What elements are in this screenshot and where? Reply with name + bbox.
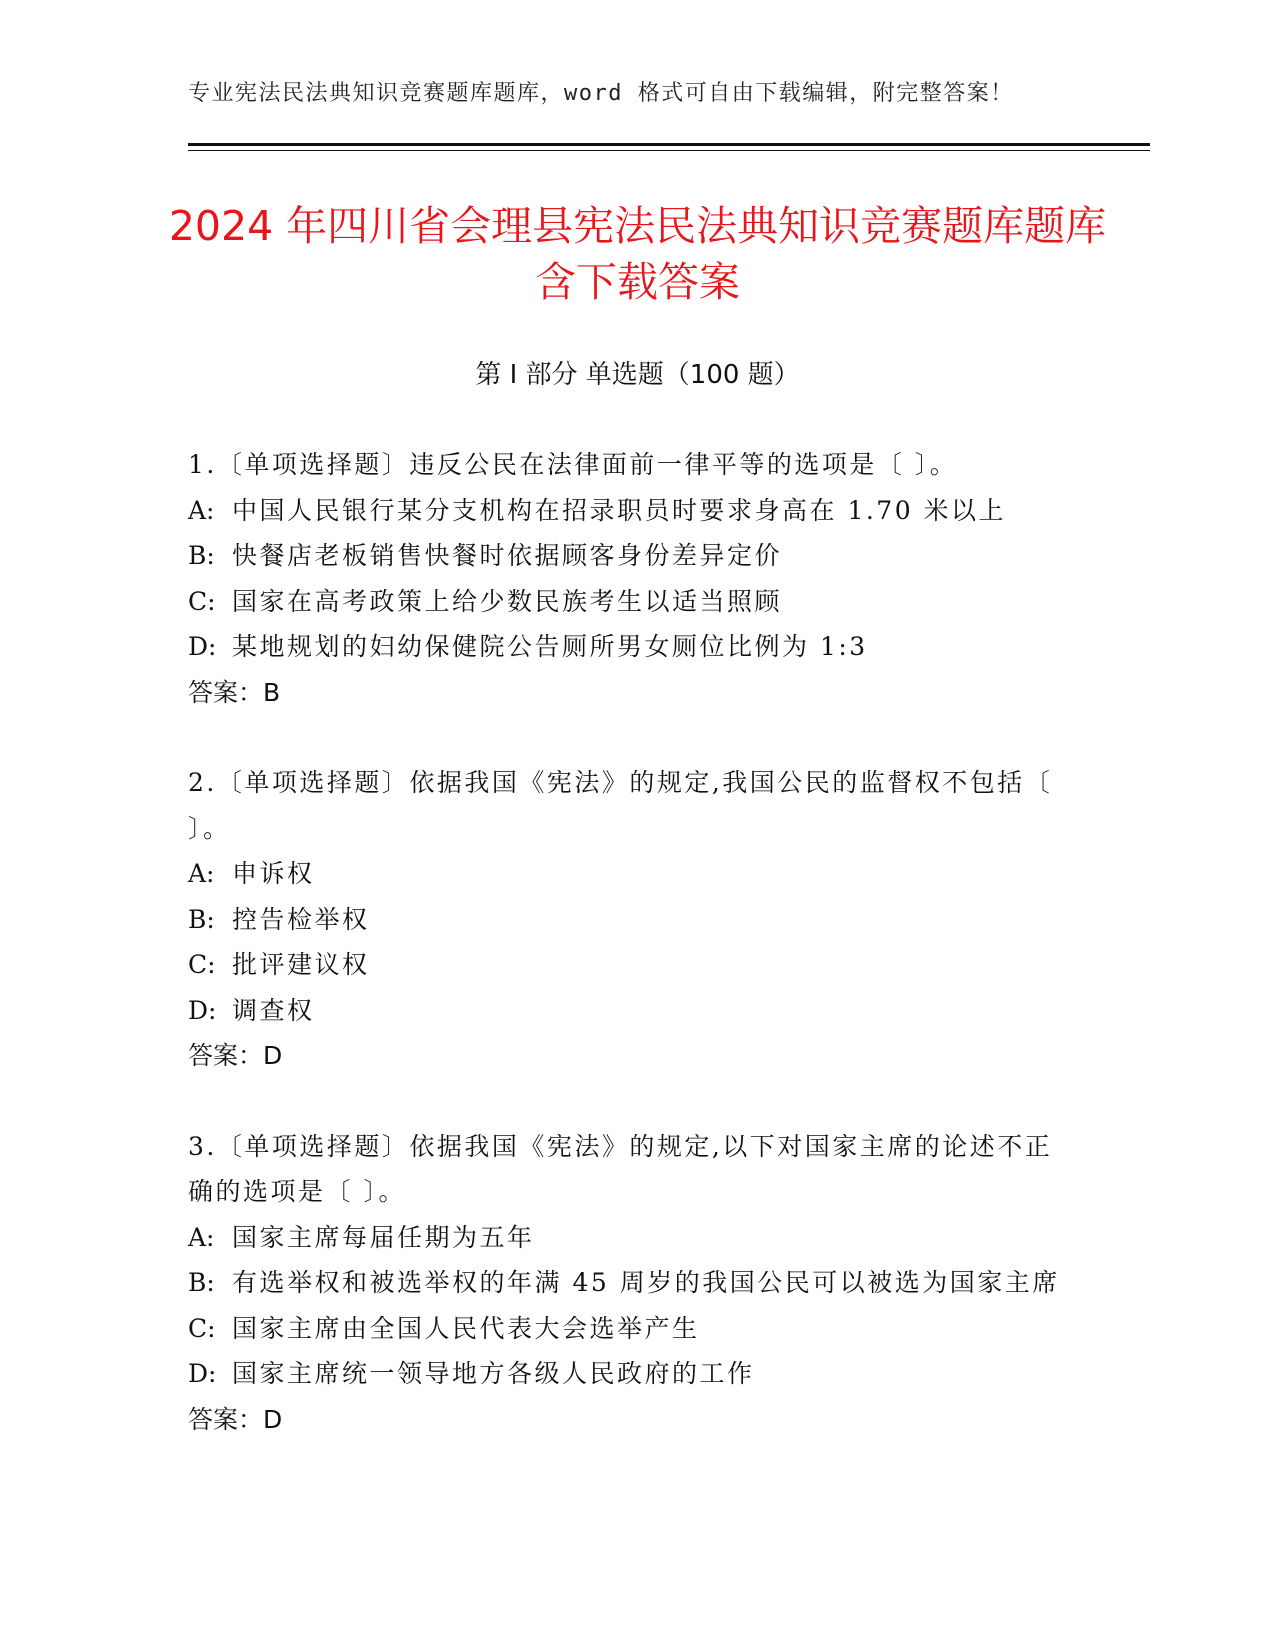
question-stem: 3.〔单项选择题〕依据我国《宪法》的规定,以下对国家主席的论述不正确的选项是〔 〕。 — [188, 1131, 1053, 1206]
option-key: C: — [188, 586, 216, 616]
answer: 答案：D — [188, 1404, 283, 1434]
option-text: 国家在高考政策上给少数民族考生以适当照顾 — [232, 586, 783, 616]
option-text: 批评建议权 — [232, 950, 370, 979]
option-text: 国家主席统一领导地方各级人民政府的工作 — [232, 1359, 755, 1388]
page-header: 专业宪法民法典知识竞赛题库题库，word 格式可自由下载编辑，附完整答案！ — [188, 81, 1014, 106]
option-text: 有选举权和被选举权的年满 45 周岁的我国公民可以被选为国家主席 — [232, 1268, 1060, 1297]
option-key: B: — [188, 541, 215, 570]
question-spacer — [188, 715, 1088, 760]
option-key: D: — [188, 995, 217, 1025]
question-3 — [188, 1124, 1088, 1443]
section-title: 第 I 部分 单选题（100 题） — [475, 360, 800, 390]
question-stem: 2.〔单项选择题〕依据我国《宪法》的规定,我国公民的监督权不包括〔 〕。 — [188, 768, 1053, 843]
option-b — [188, 1260, 1088, 1306]
option-key: C: — [188, 950, 216, 979]
answer: 答案：D — [188, 1041, 283, 1070]
option-a — [188, 488, 1088, 534]
option-key: D: — [188, 632, 217, 661]
document-title: 2024 年四川省会理县宪法民法典知识竞赛题库题库含下载答案 — [168, 202, 1107, 306]
answer: 答案：B — [188, 677, 281, 707]
option-key: A: — [188, 1222, 215, 1252]
option-a — [188, 1215, 1088, 1261]
option-text: 调查权 — [232, 995, 315, 1025]
option-c — [188, 1306, 1088, 1352]
question-1 — [188, 442, 1088, 715]
option-text: 中国人民银行某分支机构在招录职员时要求身高在 1.70 米以上 — [232, 495, 1007, 525]
option-c — [188, 579, 1088, 625]
option-text: 申诉权 — [232, 859, 315, 888]
option-key: B: — [188, 904, 215, 934]
question-spacer — [188, 1079, 1088, 1124]
option-text: 某地规划的妇幼保健院公告厕所男女厕位比例为 1:3 — [232, 632, 868, 661]
option-c — [188, 942, 1088, 988]
option-text: 国家主席每届任期为五年 — [232, 1222, 535, 1252]
question-list — [188, 442, 1088, 1442]
option-key: A: — [188, 495, 215, 525]
option-key: B: — [188, 1268, 215, 1297]
question-stem: 1.〔单项选择题〕违反公民在法律面前一律平等的选项是〔 〕。 — [188, 450, 958, 479]
option-d — [188, 988, 1088, 1034]
question-2 — [188, 760, 1088, 1079]
header-rule-thin — [188, 150, 1150, 151]
option-key: A: — [188, 859, 215, 888]
option-text: 快餐店老板销售快餐时依据顾客身份差异定价 — [232, 541, 783, 570]
option-d — [188, 624, 1088, 670]
option-a — [188, 851, 1088, 897]
option-b — [188, 533, 1088, 579]
option-text: 国家主席由全国人民代表大会选举产生 — [232, 1313, 700, 1343]
option-text: 控告检举权 — [232, 904, 370, 934]
option-b — [188, 897, 1088, 943]
header-rule-thick — [188, 143, 1150, 146]
option-key: C: — [188, 1313, 216, 1343]
option-key: D: — [188, 1359, 217, 1388]
option-d — [188, 1351, 1088, 1397]
